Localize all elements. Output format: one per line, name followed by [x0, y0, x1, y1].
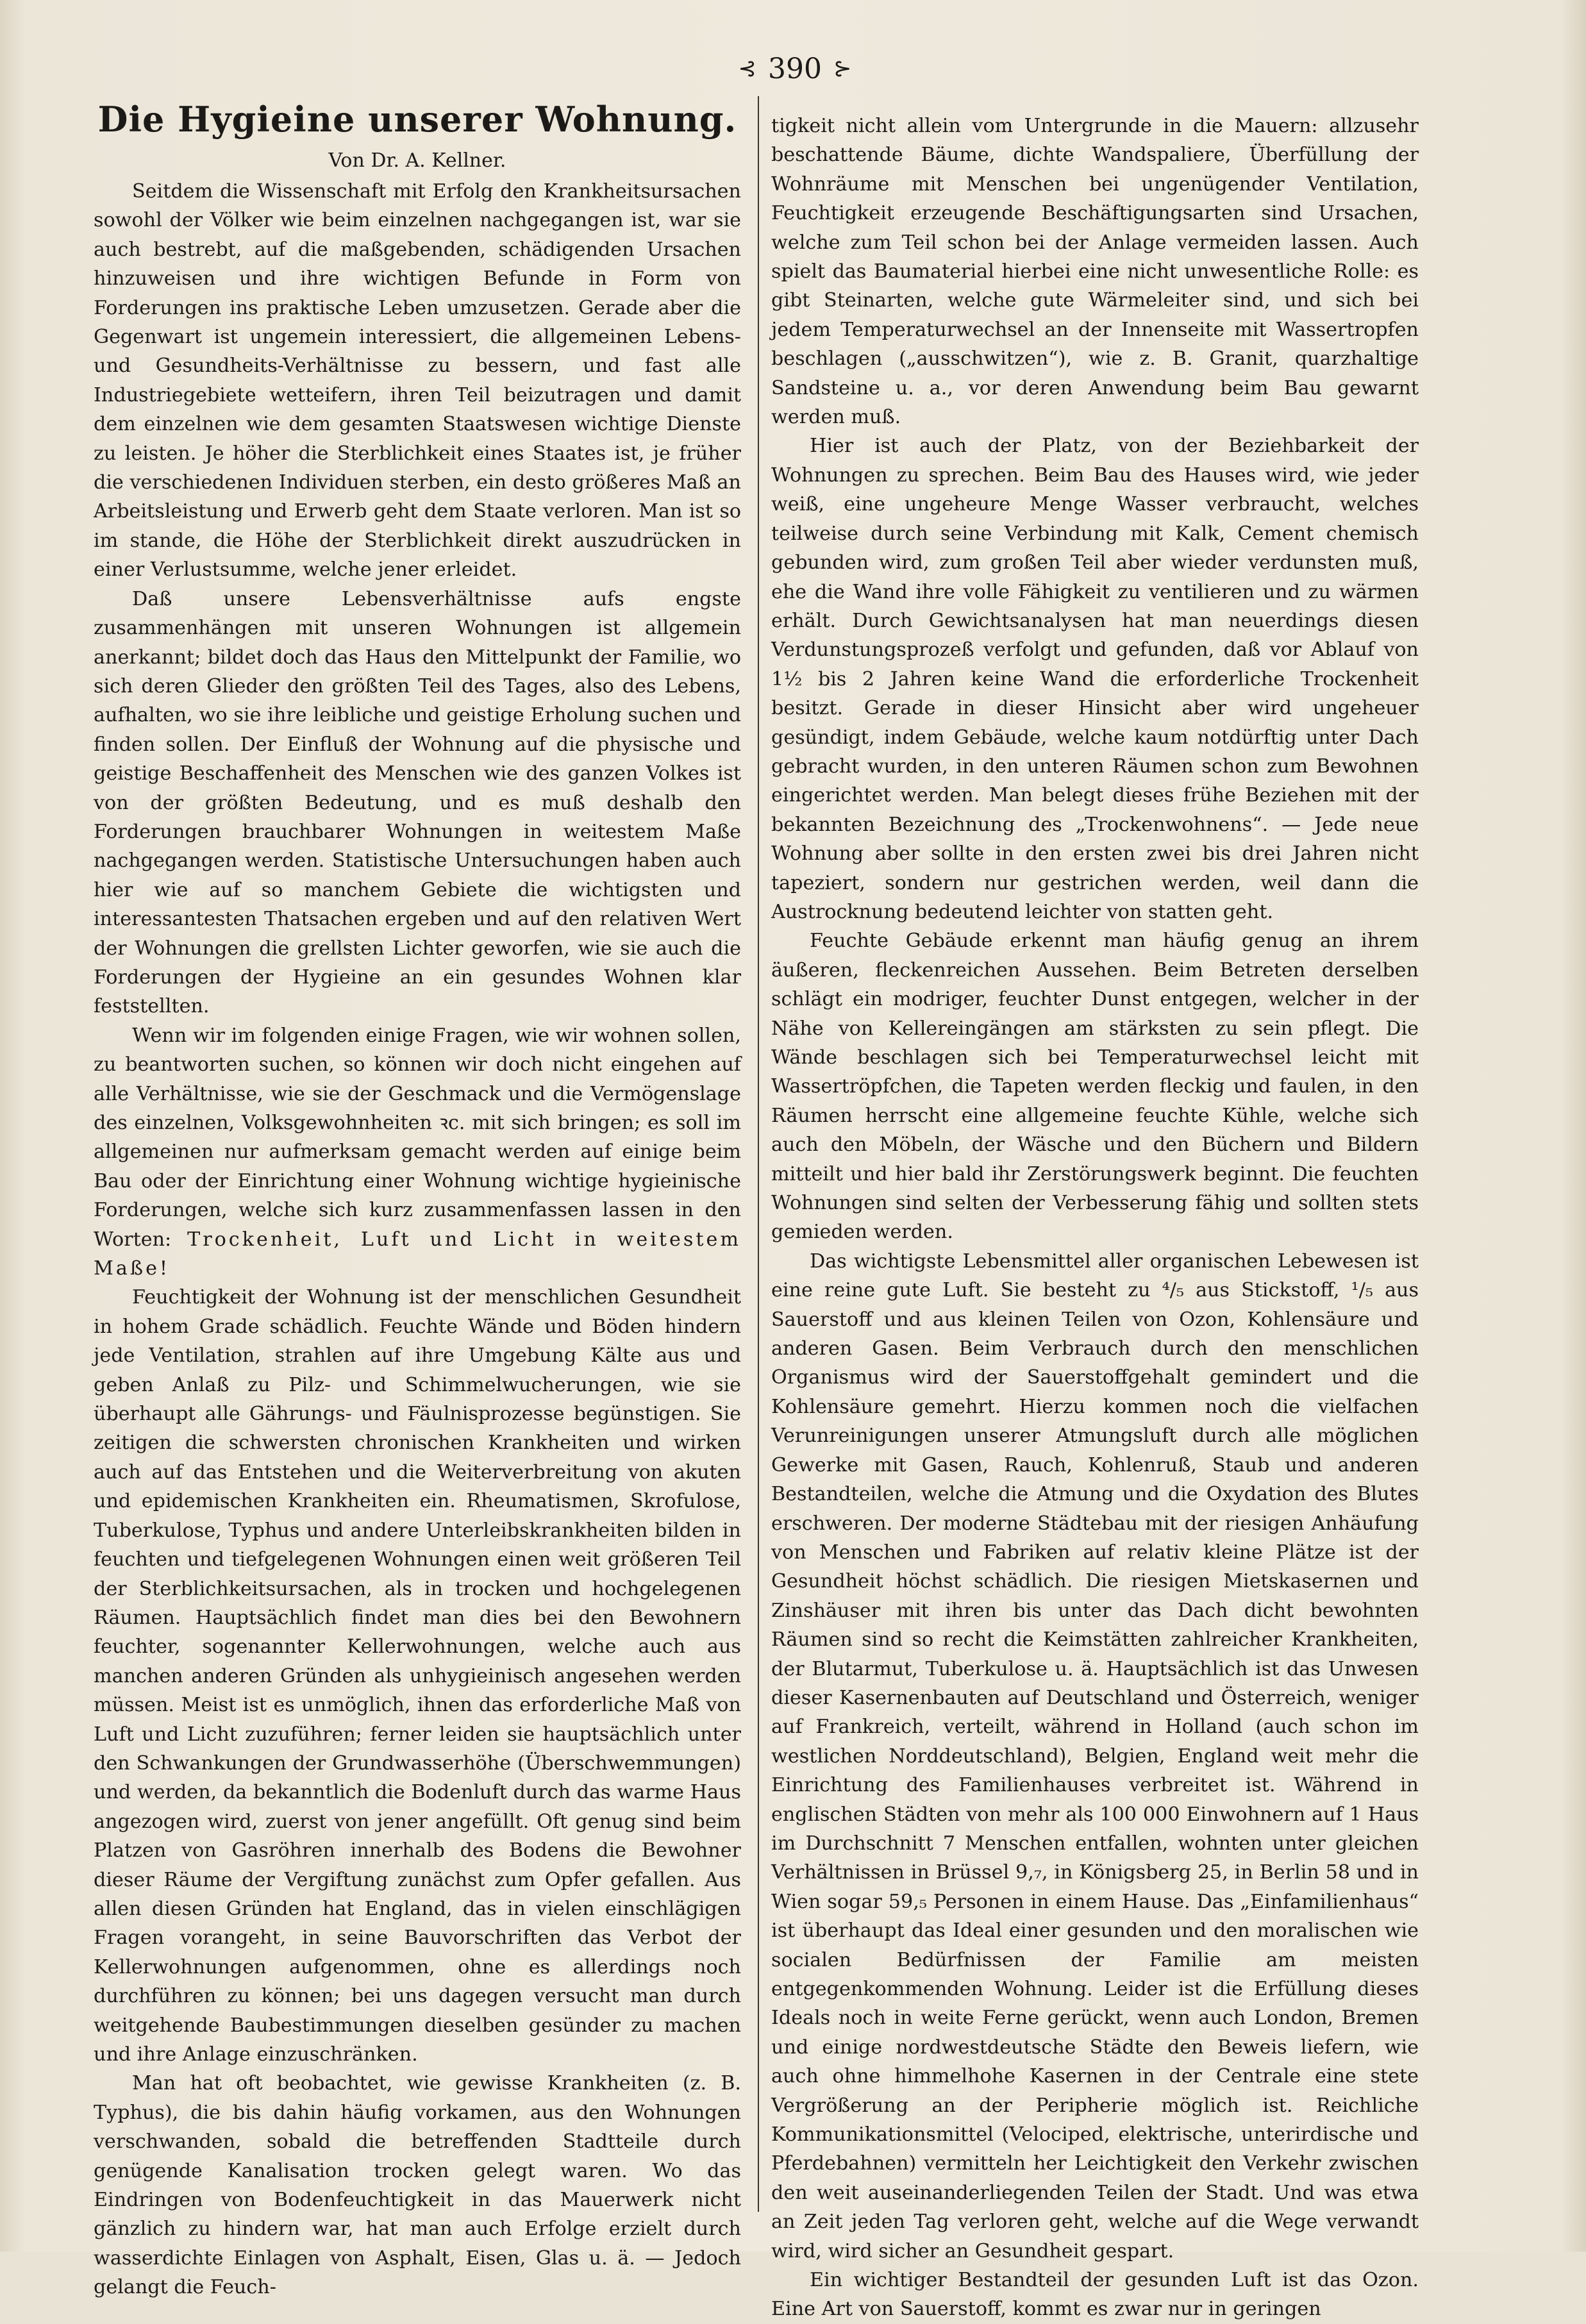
page-number: 390: [768, 53, 822, 85]
paragraph: Man hat oft beobachtet, wie gewisse Krankheiten (z. B. Typhus), die bis dahin häufig vorkamen, aus den Wohnungen verschwanden, sobald die betreffenden Stadtteile durch genügende Kanalisation trocken gelegt waren. Wo das Eindringen von Bodenfeuchtigkeit in das Mauerwerk nicht gänzlich zu hindern war, hat man auch Erfolge erzielt durch wasserdichte Einlagen von Asphalt, Eisen, Glas u. ä. — Jedoch gelangt die Feuch-: [94, 2072, 741, 2299]
paragraph-text: Wenn wir im folgenden einige Fragen, wie wir wohnen sollen, zu beantworten suchen, so können wir doch nicht eingehen auf alle Verhältnisse, wie sie der Geschmack und die Vermögenslage des einzelnen, Volksgewohnheiten ꝛc. mit sich bringen; es soll im allgemeinen nur aufmerksam gemacht werden auf einige beim Bau oder der Einrichtung einer Wohnung wichtige hygieinische Forderungen, welche sich kurz zusammenfassen lassen in den Worten:: [94, 1024, 741, 1251]
right-ornament: ⊱: [833, 56, 852, 81]
paragraph: Feuchtigkeit der Wohnung ist der menschlichen Gesundheit in hohem Grade schädlich. Feuchte Wände und Böden hindern jede Ventilation, strahlen auf ihre Umgebung Kälte aus und geben Anlaß zu Pilz- und Schimmelwucherungen, wie sie überhaupt alle Gährungs- und Fäulnisprozesse begünstigen. Sie zeitigen die schwersten chronischen Krankheiten und wirken auch auf das Entstehen und die Weiterverbreitung von akuten und epidemischen Krankheiten ein. Rheumatismen, Skrofulose, Tuberkulose, Typhus und andere Unterleibskrankheiten bilden in feuchten und tiefgelegenen Wohnungen einen weit größeren Teil der Sterblichkeitsursachen, als in trocken und hochgelegenen Räumen. Hauptsächlich findet man dies bei den Bewohnern feuchter, sogenannter Kellerwohnungen, welche auch aus manchen anderen Gründen als unhygieinisch angesehen werden müssen. Meist ist es unmöglich, ihnen das erforderliche Maß von Luft und Licht zuzuführen; ferner leiden sie hauptsächlich unter den Schwankungen der Grundwasserhöhe (Überschwemmungen) und werden, da bekanntlich die Bodenluft durch das warme Haus angezogen wird, zuerst von jener angefüllt. Oft genug sind beim Platzen von Gasröhren innerhalb des Bodens die Bewohner dieser Räume der Vergiftung zunächst zum Opfer gefallen. Aus allen diesen Gründen hat England, das in vielen einschlägigen Fragen vorangeht, in seine Bauvorschriften das Verbot der Kellerwohnungen aufgenommen, ohne es allerdings noch durchführen zu können; bei uns dagegen versucht man durch weitgehende Baubestimmungen dieselben gesünder zu machen und ihre Anlage einzuschränken.: [94, 1286, 741, 2066]
paragraph: Ein wichtiger Bestandteil der gesunden Luft ist das Ozon. Eine Art von Sauerstoff, kommt es zwar nur in geringen: [771, 2269, 1419, 2321]
right-column: [771, 112, 1419, 2321]
article-title: Die Hygieine unserer Wohnung.: [97, 99, 737, 140]
page-header: [692, 46, 897, 91]
column-divider: [758, 96, 759, 2212]
paragraph: Das wichtigste Lebensmittel aller organischen Lebewesen ist eine reine gute Luft. Sie besteht zu ⁴/₅ aus Stickstoff, ¹/₅ aus Sauerstoff und aus kleinen Teilen von Ozon, Kohlensäure und anderen Gasen. Beim Verbrauch durch den menschlichen Organismus wird der Sauerstoffgehalt gemindert und die Kohlensäure gemehrt. Hierzu kommen noch die vielfachen Verunreinigungen unserer Atmungsluft durch alle möglichen Gewerke mit Gasen, Rauch, Kohlenruß, Staub und anderen Bestandteilen, welche die Atmung und die Oxydation des Blutes erschweren. Der moderne Städtebau mit der riesigen Anhäufung von Menschen und Fabriken auf relativ kleine Plätze ist der Gesundheit höchst schädlich. Die riesigen Mietskasernen und Zinshäuser mit ihren bis unter das Dach dicht bewohnten Räumen sind so recht die Keimstätten zahlreicher Krankheiten, der Blutarmut, Tuberkulose u. ä. Hauptsächlich ist das Unwesen dieser Kasernenbauten auf Deutschland und Österreich, weniger auf Frankreich, verteilt, während in Holland (auch schon im westlichen Norddeutschland), Belgien, England weit mehr die Einrichtung des Familienhauses verbreitet ist. Während in englischen Städten von mehr als 100 000 Einwohnern auf 1 Haus im Durchschnitt 7 Menschen entfallen, wohnten unter gleichen Verhältnissen in Brüssel 9,₇, in Königsberg 25, in Berlin 58 und in Wien sogar 59,₅ Personen in einem Hause. Das „Einfamilienhaus“ ist überhaupt das Ideal einer gesunden und den moralischen wie socialen Bedürfnissen der Familie am meisten entgegenkommenden Wohnung. Leider ist die Erfüllung dieses Ideals noch in weite Ferne gerückt, wenn auch London, Bremen und einige nordwestdeutsche Städte den Beweis liefern, wie auch ohne himmelhohe Kasernen in der Centrale eine stete Vergrößerung an der Peripherie möglich ist. Reichliche Kommunikationsmittel (Velociped, elektrische, unterirdische und Pferdebahnen) vermitteln her Leichtigkeit den Verkehr zwischen den weit auseinanderliegenden Teilen der Stadt. Und was etwa an Zeit jeden Tag verloren geht, welche auf die Wege verwandt wird, wird sicher an Gesundheit gespart.: [771, 1250, 1419, 2262]
paragraph: Daß unsere Lebensverhältnisse aufs engste zusammenhängen mit unseren Wohnungen ist allgemein anerkannt; bildet doch das Haus den Mittelpunkt der Familie, wo sich deren Glieder den größten Teil des Tages, also des Lebens, aufhalten, wo sie ihre leibliche und geistige Erholung suchen und finden sollen. Der Einfluß der Wohnung auf die physische und geistige Beschaffenheit des Menschen wie des ganzen Volkes ist von der größten Bedeutung, und es muß deshalb den Forderungen brauchbarer Wohnungen in weitestem Maße nachgegangen werden. Statistische Untersuchungen haben auch hier wie auf so manchem Gebiete die wichtigsten und interessantesten Thatsachen ergeben und auf den relativen Wert der Wohnungen die grellsten Lichter geworfen, wie sie auch die Forderungen der Hygieine an ein gesundes Wohnen klar feststellten.: [94, 587, 741, 1018]
paragraph: Feuchte Gebäude erkennt man häufig genug an ihrem äußeren, fleckenreichen Aussehen. Beim Betreten derselben schlägt ein modriger, feuchter Dunst entgegen, welcher in der Nähe von Kellereingängen am stärksten zu sein pflegt. Die Wände beschlagen sich bei Temperaturwechsel leicht mit Wassertröpfchen, die Tapeten werden fleckig und faulen, in den Räumen herrscht eine allgemeine feuchte Kühle, welche sich auch den Möbeln, der Wäsche und den Büchern und Bildern mitteilt und hier bald ihr Zerstörungswerk beginnt. Die feuchten Wohnungen sind selten der Verbesserung fähig und sollten stets gemieden werden.: [771, 930, 1419, 1244]
left-ornament: ⊰: [738, 56, 756, 81]
paragraph: Hier ist auch der Platz, von der Beziehbarkeit der Wohnungen zu sprechen. Beim Bau des Hauses wird, wie jeder weiß, eine ungeheure Menge Wasser verbraucht, welches teilweise durch seine Verbindung mit Kalk, Cement chemisch gebunden wird, zum großen Teil aber wieder verdunsten muß, ehe die Wand ihre volle Fähigkeit zu ventilieren und zu wärmen erhält. Durch Gewichtsanalysen hat man neuerdings diesen Verdunstungsprozeß verfolgt und gefunden, daß vor Ablauf von 1½ bis 2 Jahren keine Wand die erforderliche Trockenheit besitzt. Gerade in dieser Hinsicht aber wird ungeheuer gesündigt, indem Gebäude, welche kaum notdürftig unter Dach gebracht wurden, in den unteren Räumen schon zum Bewohnen eingerichtet werden. Man belegt dieses frühe Beziehen mit der bekannten Bezeichnung des „Trockenwohnens“. — Jede neue Wohnung aber sollte in den ersten zwei bis drei Jahren nicht tapeziert, sondern nur gestrichen werden, weil dann die Austrocknung bedeutend leichter von statten geht.: [771, 435, 1419, 923]
left-column: [94, 95, 741, 2299]
paragraph-with-emphasis: [94, 1021, 741, 1283]
emphasized-phrase: Trockenheit, Luft und Licht in weitestem Maße!: [94, 1228, 741, 1280]
paragraph-continued: tigkeit nicht allein vom Untergrunde in die Mauern: allzusehr beschattende Bäume, dichte Wandspaliere, Überfüllung der Wohnräume mit Menschen bei ungenügender Ventilation, Feuchtigkeit erzeugende Beschäftigungsarten sind Ursachen, welche zum Teil schon bei der Anlage vermeiden lassen. Auch spielt das Baumaterial hierbei eine nicht unwesentliche Rolle: es gibt Steinarten, welche gute Wärmeleiter sind, und sich bei jedem Temperaturwechsel an der Innenseite mit Wassertropfen beschlagen („ausschwitzen“), wie z. B. Granit, quarzhaltige Sandsteine u. a., vor deren Anwendung beim Bau gewarnt werden muß.: [771, 115, 1419, 429]
article-byline: Von Dr. A. Kellner.: [328, 149, 506, 172]
paragraph: Seitdem die Wissenschaft mit Erfolg den Krankheitsursachen sowohl der Völker wie beim einzelnen nachgegangen ist, war sie auch bestrebt, auf die maßgebenden, schädigenden Ursachen hinzuweisen und ihre wichtigen Befunde in Form von Forderungen ins praktische Leben umzusetzen. Gerade aber die Gegenwart ist ungemein interessiert, die allgemeinen Lebens- und Gesundheits-Verhältnisse zu bessern, und fast alle Industriegebiete wetteifern, ihren Teil beizutragen und damit dem einzelnen wie dem gesamten Staatswesen wichtige Dienste zu leisten. Je höher die Sterblichkeit eines Staates ist, je früher die verschiedenen Individuen sterben, ein desto größeres Maß an Arbeitsleistung und Erwerb geht dem Staate verloren. Man ist so im stande, die Höhe der Sterblichkeit direkt auszudrücken in einer Verlustsumme, welche jener erleidet.: [94, 180, 741, 581]
